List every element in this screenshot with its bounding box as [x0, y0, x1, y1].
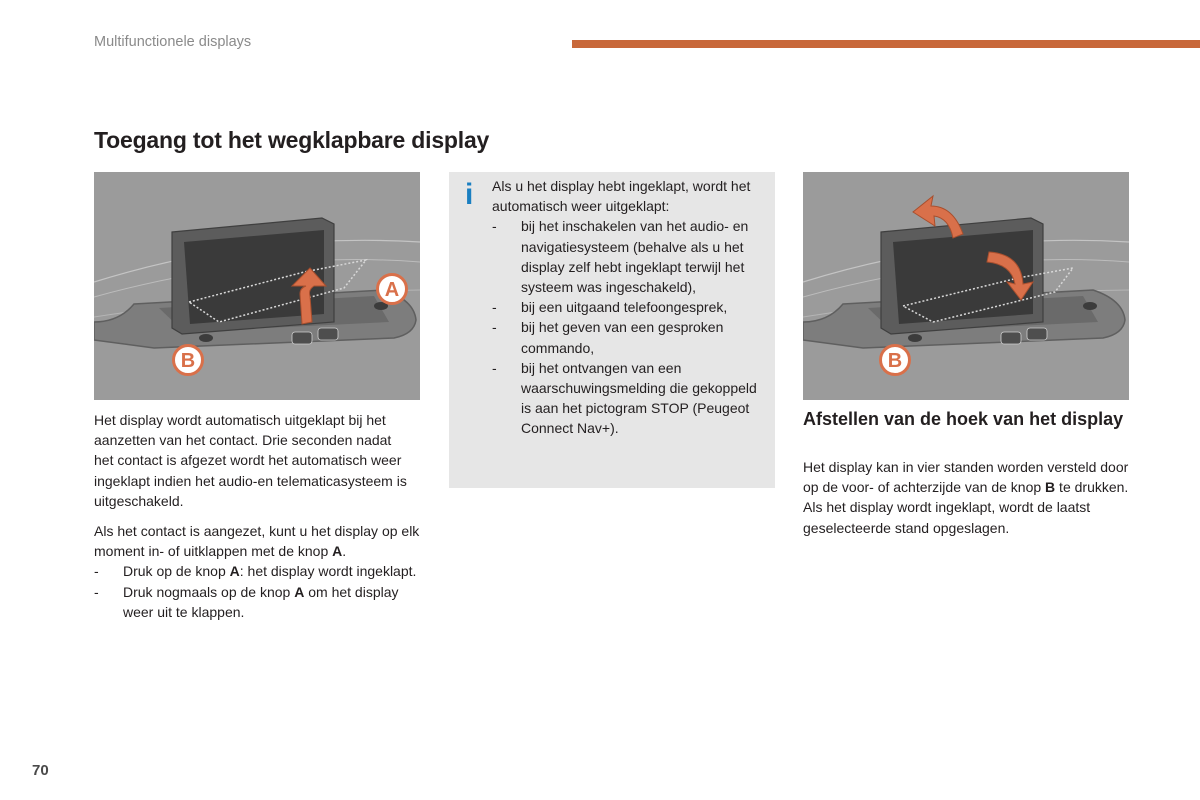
column3-paragraph: Het display kan in vier standen worden versteld door op de voor- of achterzijde van de knop B te drukken. Als het display wordt ingeklapt, wordt de laatst geselecteerde stand opgeslagen.: [803, 459, 1129, 536]
info-box: [449, 172, 775, 488]
page-number: 70: [32, 762, 49, 779]
header-accent-rule: [572, 40, 1200, 48]
display-fold-illustration: [94, 172, 420, 400]
list-item: - bij het geven van een gesproken commando,: [492, 317, 767, 357]
column1-paragraph2: [94, 521, 424, 622]
callout-b: B: [172, 344, 204, 376]
display-tilt-illustration: [803, 172, 1129, 400]
info-text: [492, 176, 767, 439]
list-item: - bij het inschakelen van het audio- en navigatiesysteem (behalve als u het display zelf hebt ingeklapt terwijl het systeem was ingeschakeld),: [492, 216, 767, 297]
list-item: - bij het ontvangen van een waarschuwingsmelding die gekoppeld is aan het pictogram STOP (Peugeot Connect Nav+).: [492, 358, 767, 439]
page-title: Toegang tot het wegklapbare display: [94, 127, 490, 153]
callout-b: B: [879, 344, 911, 376]
column1-paragraph1: Het display wordt automatisch uitgeklapt bij het aanzetten van het contact. Drie seconden nadat het contact is afgezet wordt het automatisch weer ingeklapt indien het audio-en telematicasysteem is uitgeschakeld.: [94, 412, 407, 509]
info-icon: i: [465, 178, 474, 211]
info-intro: Als u het display hebt ingeklapt, wordt het automatisch weer uitgeklapt:: [492, 178, 751, 215]
callout-a: A: [376, 273, 408, 305]
column1-list: [94, 561, 424, 622]
column1-paragraph2-line: Als het contact is aangezet, kunt u het display op elk moment in- of uitklappen met de knop A.: [94, 523, 420, 560]
info-list: [492, 216, 767, 438]
running-head: Multifunctionele displays: [94, 34, 252, 50]
list-item: - Druk nogmaals op de knop A om het display weer uit te klappen.: [94, 582, 424, 622]
section-subtitle: Afstellen van de hoek van het display: [803, 409, 1124, 429]
list-item: - Druk op de knop A: het display wordt ingeklapt.: [94, 561, 424, 581]
list-item: - bij een uitgaand telefoongesprek,: [492, 297, 767, 317]
